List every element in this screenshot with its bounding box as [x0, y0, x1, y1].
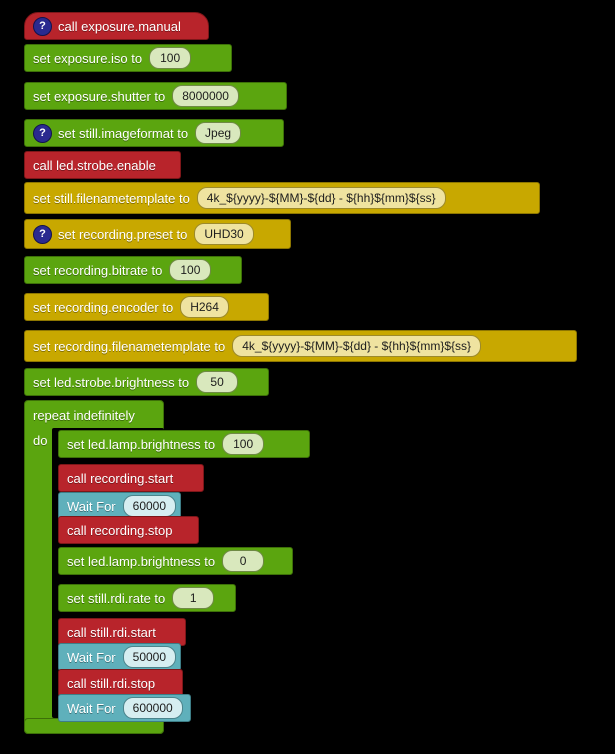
block-label: set still.rdi.rate to	[67, 590, 166, 606]
value-slot-wait-50000[interactable]: 50000	[123, 646, 176, 668]
value-slot-shutter[interactable]: 8000000	[172, 85, 239, 107]
block-set-recording-filenametemplate[interactable]	[24, 330, 577, 362]
block-label: Wait For	[67, 498, 116, 514]
block-set-exposure-iso[interactable]	[24, 44, 232, 72]
value-slot-recording-filenametemplate[interactable]: 4k_${yyyy}-${MM}-${dd} - ${hh}${mm}${ss}	[232, 335, 481, 357]
block-label: call recording.start	[67, 470, 174, 486]
block-call-still-rdi-start[interactable]	[58, 618, 186, 646]
value-slot-recording-bitrate[interactable]: 100	[169, 259, 211, 281]
block-label: set recording.preset to	[58, 226, 188, 242]
block-label: set exposure.shutter to	[33, 88, 166, 104]
block-label: set recording.bitrate to	[33, 262, 163, 278]
value-slot-recording-encoder[interactable]: H264	[180, 296, 229, 318]
block-set-exposure-shutter[interactable]	[24, 82, 287, 110]
block-label: Wait For	[67, 700, 116, 716]
block-call-led-strobe-enable[interactable]	[24, 151, 181, 179]
block-set-still-rdi-rate[interactable]	[58, 584, 236, 612]
block-set-recording-encoder[interactable]	[24, 293, 269, 321]
block-set-recording-bitrate[interactable]	[24, 256, 242, 284]
block-label: call still.rdi.stop	[67, 675, 156, 691]
block-set-still-filenametemplate[interactable]	[24, 182, 540, 214]
block-wait-for-50000[interactable]	[58, 643, 181, 671]
value-slot-strobe-brightness[interactable]: 50	[196, 371, 238, 393]
question-icon: ?	[33, 17, 52, 36]
block-call-still-rdi-stop[interactable]	[58, 669, 183, 697]
block-label: set recording.encoder to	[33, 299, 174, 315]
block-label: set still.filenametemplate to	[33, 190, 190, 206]
block-set-recording-preset[interactable]	[24, 219, 291, 249]
repeat-header-label: repeat indefinitely	[33, 407, 135, 423]
block-label: call still.rdi.start	[67, 624, 156, 640]
block-label: set led.lamp.brightness to	[67, 553, 216, 569]
value-slot-wait-600000[interactable]: 600000	[123, 697, 183, 719]
repeat-do-label: do	[33, 433, 48, 448]
block-set-led-lamp-brightness-100[interactable]	[58, 430, 310, 458]
value-slot-still-filenametemplate[interactable]: 4k_${yyyy}-${MM}-${dd} - ${hh}${mm}${ss}	[197, 187, 446, 209]
value-slot-iso[interactable]: 100	[149, 47, 191, 69]
block-label: call led.strobe.enable	[33, 157, 156, 173]
block-label: set led.lamp.brightness to	[67, 436, 216, 452]
question-icon: ?	[33, 225, 52, 244]
block-call-recording-stop[interactable]	[58, 516, 199, 544]
block-set-still-imageformat[interactable]	[24, 119, 284, 147]
value-slot-lamp-brightness-100[interactable]: 100	[222, 433, 264, 455]
block-label: set still.imageformat to	[58, 125, 189, 141]
value-slot-wait-60000[interactable]: 60000	[123, 495, 176, 517]
value-slot-recording-preset[interactable]: UHD30	[194, 223, 253, 245]
value-slot-lamp-brightness-0[interactable]: 0	[222, 550, 264, 572]
block-set-led-lamp-brightness-0[interactable]	[58, 547, 293, 575]
block-label: call exposure.manual	[58, 18, 181, 34]
block-label: set exposure.iso to	[33, 50, 143, 66]
value-slot-rdi-rate[interactable]: 1	[172, 587, 214, 609]
block-set-led-strobe-brightness[interactable]	[24, 368, 269, 396]
question-icon: ?	[33, 124, 52, 143]
block-label: set led.strobe.brightness to	[33, 374, 190, 390]
block-label: Wait For	[67, 649, 116, 665]
block-label: call recording.stop	[67, 522, 173, 538]
value-slot-imageformat[interactable]: Jpeg	[195, 122, 241, 144]
block-label: set recording.filenametemplate to	[33, 338, 226, 354]
block-wait-for-600000[interactable]	[58, 694, 191, 722]
block-call-exposure-manual[interactable]	[24, 12, 209, 40]
block-call-recording-start[interactable]	[58, 464, 204, 492]
